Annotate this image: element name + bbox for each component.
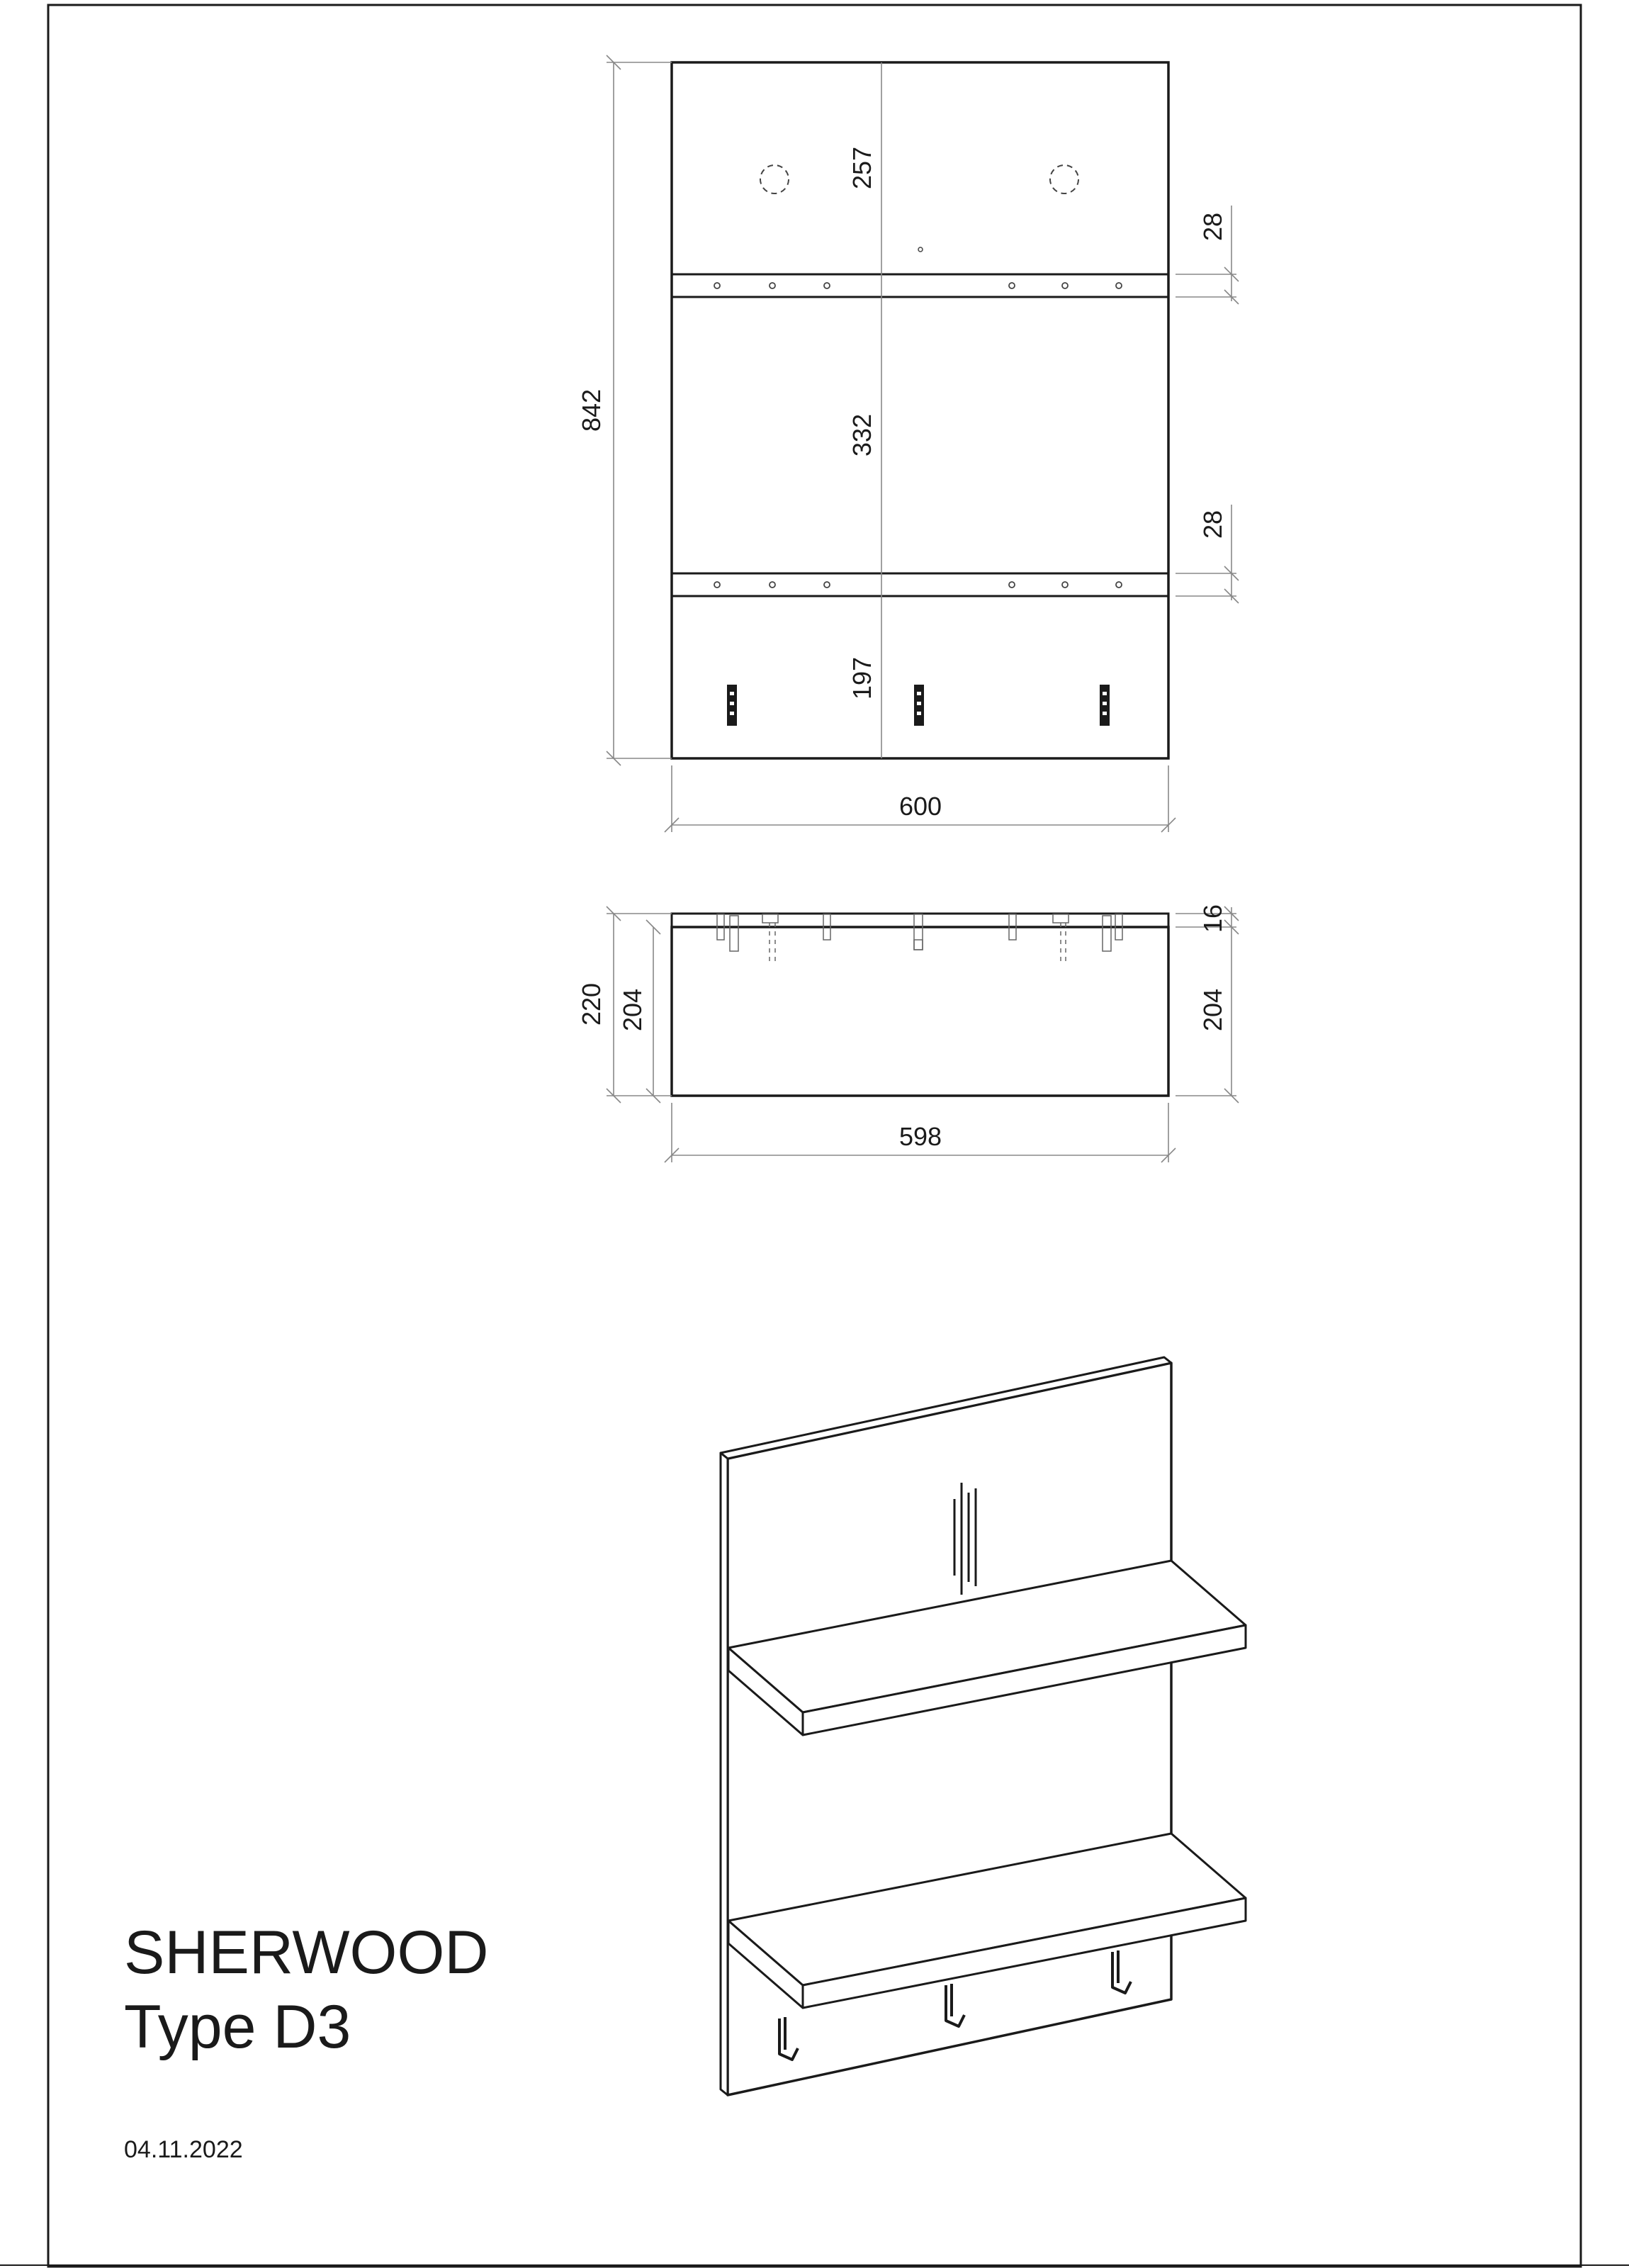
front-view — [577, 55, 1239, 832]
back-panel-outline — [672, 62, 1168, 758]
dim-body-depth-right: 204 — [1198, 988, 1227, 1032]
shelf-board-body — [672, 927, 1168, 1096]
dim-total-depth: 220 — [577, 982, 606, 1026]
shelf-upper-front — [672, 274, 1168, 297]
shelf-top-view — [577, 904, 1239, 1162]
dim-shelf-lower: 28 — [1198, 510, 1227, 539]
product-name: SHERWOOD — [124, 1919, 489, 1987]
dim-body-depth-left: 204 — [618, 988, 647, 1032]
dim-shelf-width: 598 — [898, 1122, 942, 1151]
panel-side-edge — [721, 1453, 728, 2095]
product-type: Type D3 — [124, 1993, 351, 2061]
mount-hole-right — [1050, 165, 1078, 193]
dim-middle-section: 332 — [847, 413, 876, 457]
mount-hole-left — [760, 165, 789, 193]
dim-width: 600 — [898, 792, 942, 821]
shelf-lower-front — [672, 573, 1168, 596]
dim-thickness: 16 — [1198, 904, 1227, 933]
isometric-view — [721, 1357, 1246, 2095]
dim-bottom-section: 197 — [847, 656, 876, 700]
dim-height: 842 — [577, 388, 606, 432]
shelf-board-edge — [672, 914, 1168, 927]
dim-shelf-upper: 28 — [1198, 212, 1227, 242]
drawing-date: 04.11.2022 — [124, 2136, 243, 2163]
dim-top-section: 257 — [847, 146, 876, 190]
